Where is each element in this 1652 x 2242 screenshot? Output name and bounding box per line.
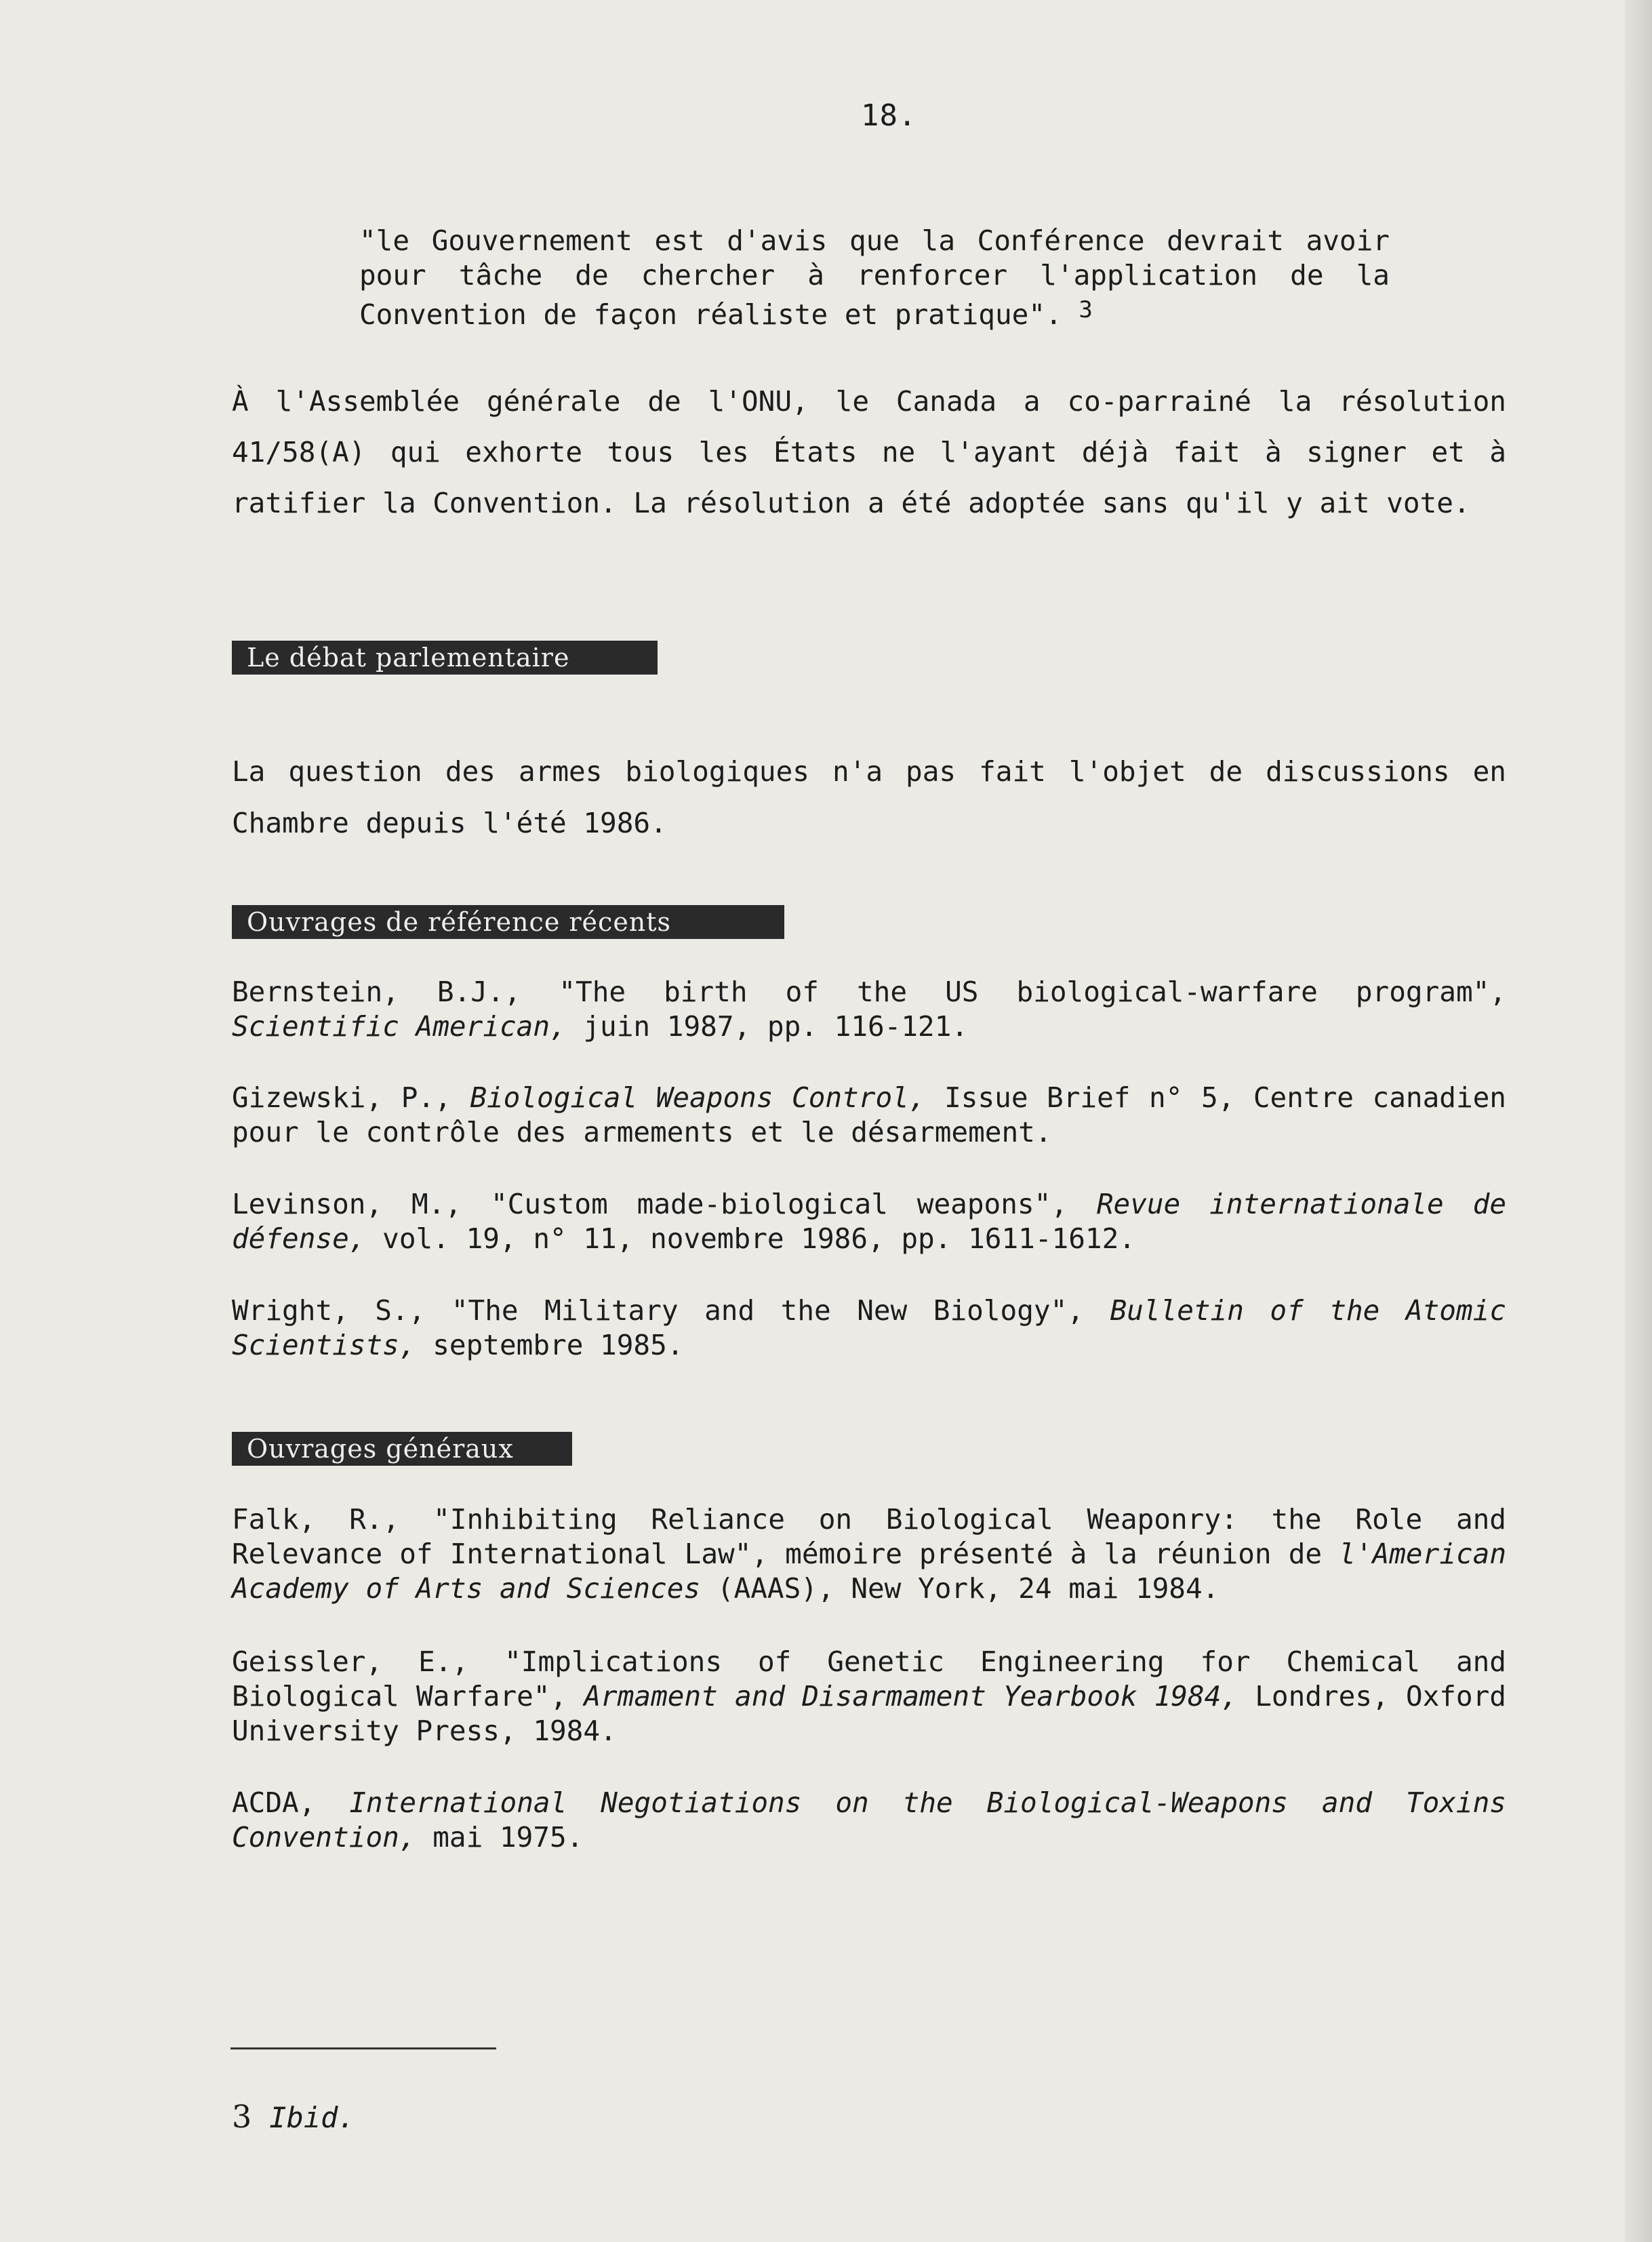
footnote-text: Ibid. (269, 2101, 355, 2134)
reference-item (232, 1081, 1506, 1150)
assembly-paragraph: À l'Assemblée générale de l'ONU, le Canada a co-parrainé la résolution 41/58(A) qui exhorte tous les États ne l'ayant déjà fait à signer et à ratifier la Convention. La résolution a été adoptée sans qu'il y ait vote. (232, 385, 1506, 519)
reference-text: Wright, S., "The Military and the New Biology", (232, 1294, 1110, 1327)
footnote-divider (230, 2047, 496, 2049)
reference-text: Levinson, M., "Custom made-biological weapons", (232, 1188, 1097, 1220)
reference-title: l'American Academy of Arts and Sciences (232, 1538, 1506, 1605)
section-heading-recents: Ouvrages de référence récents (232, 905, 784, 939)
quote-text: "le Gouvernement est d'avis que la Conférence devrait avoir pour tâche de chercher à renforcer l'application de la Convention de façon réaliste et pratique". (359, 224, 1390, 331)
reference-details: juin 1987, pp. 116-121. (566, 1010, 969, 1043)
reference-text: Falk, R., "Inhibiting Reliance on Biological Weaponry: the Role and Relevance of International Law", mémoire présenté à la réunion de (232, 1503, 1506, 1570)
footnote (232, 2098, 355, 2135)
reference-item (232, 1645, 1506, 1748)
reference-details: vol. 19, n° 11, novembre 1986, pp. 1611-1612. (365, 1222, 1135, 1255)
reference-text: Geissler, E., "Implications of Genetic Engineering for Chemical and Biological Warfare", (232, 1645, 1506, 1713)
reference-text: Gizewski, P., (232, 1081, 470, 1114)
section-heading-generaux: Ouvrages généraux (232, 1432, 572, 1466)
page-number: 18. (861, 98, 917, 133)
reference-title: Armament and Disarmament Yearbook 1984, (584, 1680, 1238, 1713)
reference-details: mai 1975. (416, 1821, 584, 1854)
reference-item (232, 1502, 1506, 1606)
footnote-reference: 3 (1079, 296, 1093, 323)
reference-title: Biological Weapons Control, (470, 1081, 926, 1114)
reference-text: ACDA, (232, 1786, 350, 1819)
section-heading-debat: Le débat parlementaire (232, 641, 658, 675)
reference-item (232, 975, 1506, 1044)
page-edge-shadow (1625, 0, 1652, 2242)
reference-details: septembre 1985. (416, 1329, 684, 1361)
debat-paragraph: La question des armes biologiques n'a pas fait l'objet de discussions en Chambre depuis l'été 1986. (232, 755, 1506, 839)
reference-item (232, 1786, 1506, 1855)
reference-details: Londres, Oxford University Press, 1984. (232, 1680, 1506, 1747)
reference-title: Revue internationale de défense, (232, 1188, 1506, 1255)
reference-title: International Negotiations on the Biological-Weapons and Toxins Convention, (232, 1786, 1506, 1854)
reference-text: Bernstein, B.J., "The birth of the US biological-warfare program", (232, 976, 1506, 1008)
footnote-number: 3 (232, 2098, 252, 2135)
reference-details: Issue Brief n° 5, Centre canadien pour le contrôle des armements et le désarmement. (232, 1081, 1506, 1148)
reference-title: Bulletin of the Atomic Scientists, (232, 1294, 1506, 1361)
quote-paragraph (359, 224, 1390, 332)
reference-item (232, 1187, 1506, 1256)
reference-title: Scientific American, (232, 1010, 567, 1043)
reference-details: (AAAS), New York, 24 mai 1984. (700, 1572, 1220, 1605)
reference-item (232, 1294, 1506, 1363)
